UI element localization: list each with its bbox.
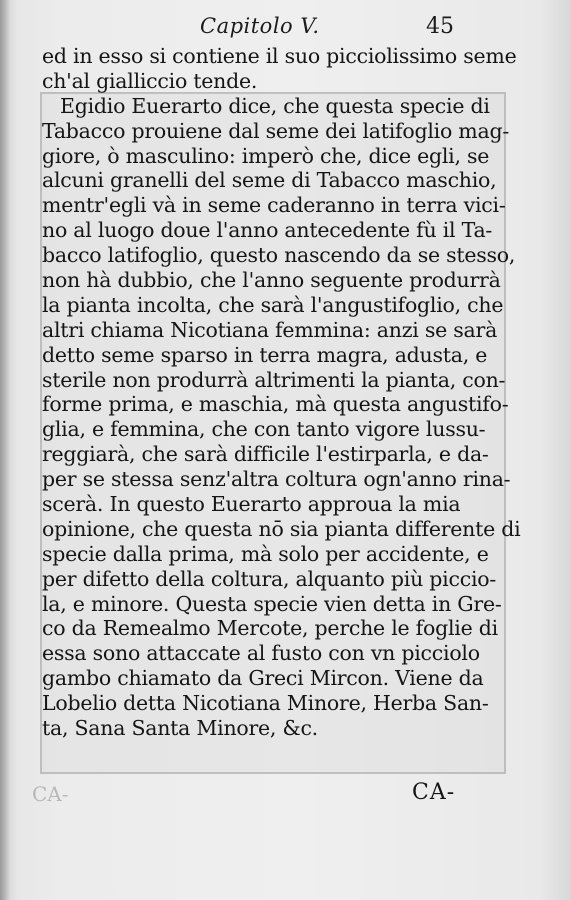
text-line: altri chiama Nicotiana femmina: anzi se sarà <box>42 317 498 342</box>
text-line: la pianta incolta, che sarà l'angustifoglio, che <box>42 292 504 317</box>
gutter-shadow <box>0 0 10 900</box>
text-line: Egidio Euerarto dice, che questa specie di <box>60 93 490 118</box>
text-line: glia, e femmina, che con tanto vigore lussu- <box>42 417 486 442</box>
text-line: opinione, che questa nō sia pianta differente di <box>42 516 521 541</box>
text-line: specie dalla prima, mà solo per accidente, e <box>42 541 489 566</box>
text-line: non hà dubbio, che l'anno seguente produrrà <box>42 268 501 293</box>
body-text <box>42 44 521 741</box>
text-line: co da Remealmo Mercote, perche le foglie di <box>42 616 498 641</box>
text-line: ta, Sana Santa Minore, &c. <box>42 716 318 741</box>
text-line: no al luogo doue l'anno antecedente fù il Ta- <box>42 218 493 243</box>
text-line: mentr'egli và in seme caderanno in terra vici- <box>42 193 506 218</box>
text-line: Lobelio detta Nicotiana Minore, Herba San- <box>42 691 489 716</box>
text-line: alcuni granelli del seme di Tabacco maschio, <box>42 168 497 193</box>
text-line: la, e minore. Questa specie vien detta in Gre- <box>42 591 502 616</box>
text-line: forme prima, e maschia, mà questa angustifo- <box>42 392 509 417</box>
text-line: scerà. In questo Euerarto approua la mia <box>42 492 461 517</box>
text-line: giore, ò masculino: imperò che, dice egli, se <box>42 143 490 168</box>
text-line: per difetto della coltura, alquanto più picciо- <box>42 566 497 591</box>
text-line: per se stessa senz'altra coltura ogn'anno rina- <box>42 467 511 492</box>
catchword: CA- <box>412 780 456 805</box>
text-line: Tabacco prouiene dal seme dei latifoglio mag- <box>42 118 510 143</box>
text-line: detto seme sparso in terra magra, adusta, e <box>42 342 488 367</box>
text-line: ch'al gialliccio tende. <box>42 68 258 93</box>
text-line: ed in esso si contiene il suo picciolissimo seme <box>42 44 517 68</box>
text-line: sterile non produrrà altrimenti la pianta, con- <box>42 367 506 392</box>
text-line: bacco latifoglio, questo nascendo da se stesso, <box>42 243 516 268</box>
text-line: gambo chiamato da Greci Mircon. Viene da <box>42 666 484 691</box>
text-line: reggiarà, che sarà difficile l'estirparla, e da- <box>42 442 489 467</box>
show-through-catchword: CA- <box>32 782 69 806</box>
page-number: 45 <box>426 14 454 39</box>
text-line: essa sono attaccate al fusto con vn picciolo <box>42 641 480 666</box>
running-title: Capitolo V. <box>200 14 320 38</box>
